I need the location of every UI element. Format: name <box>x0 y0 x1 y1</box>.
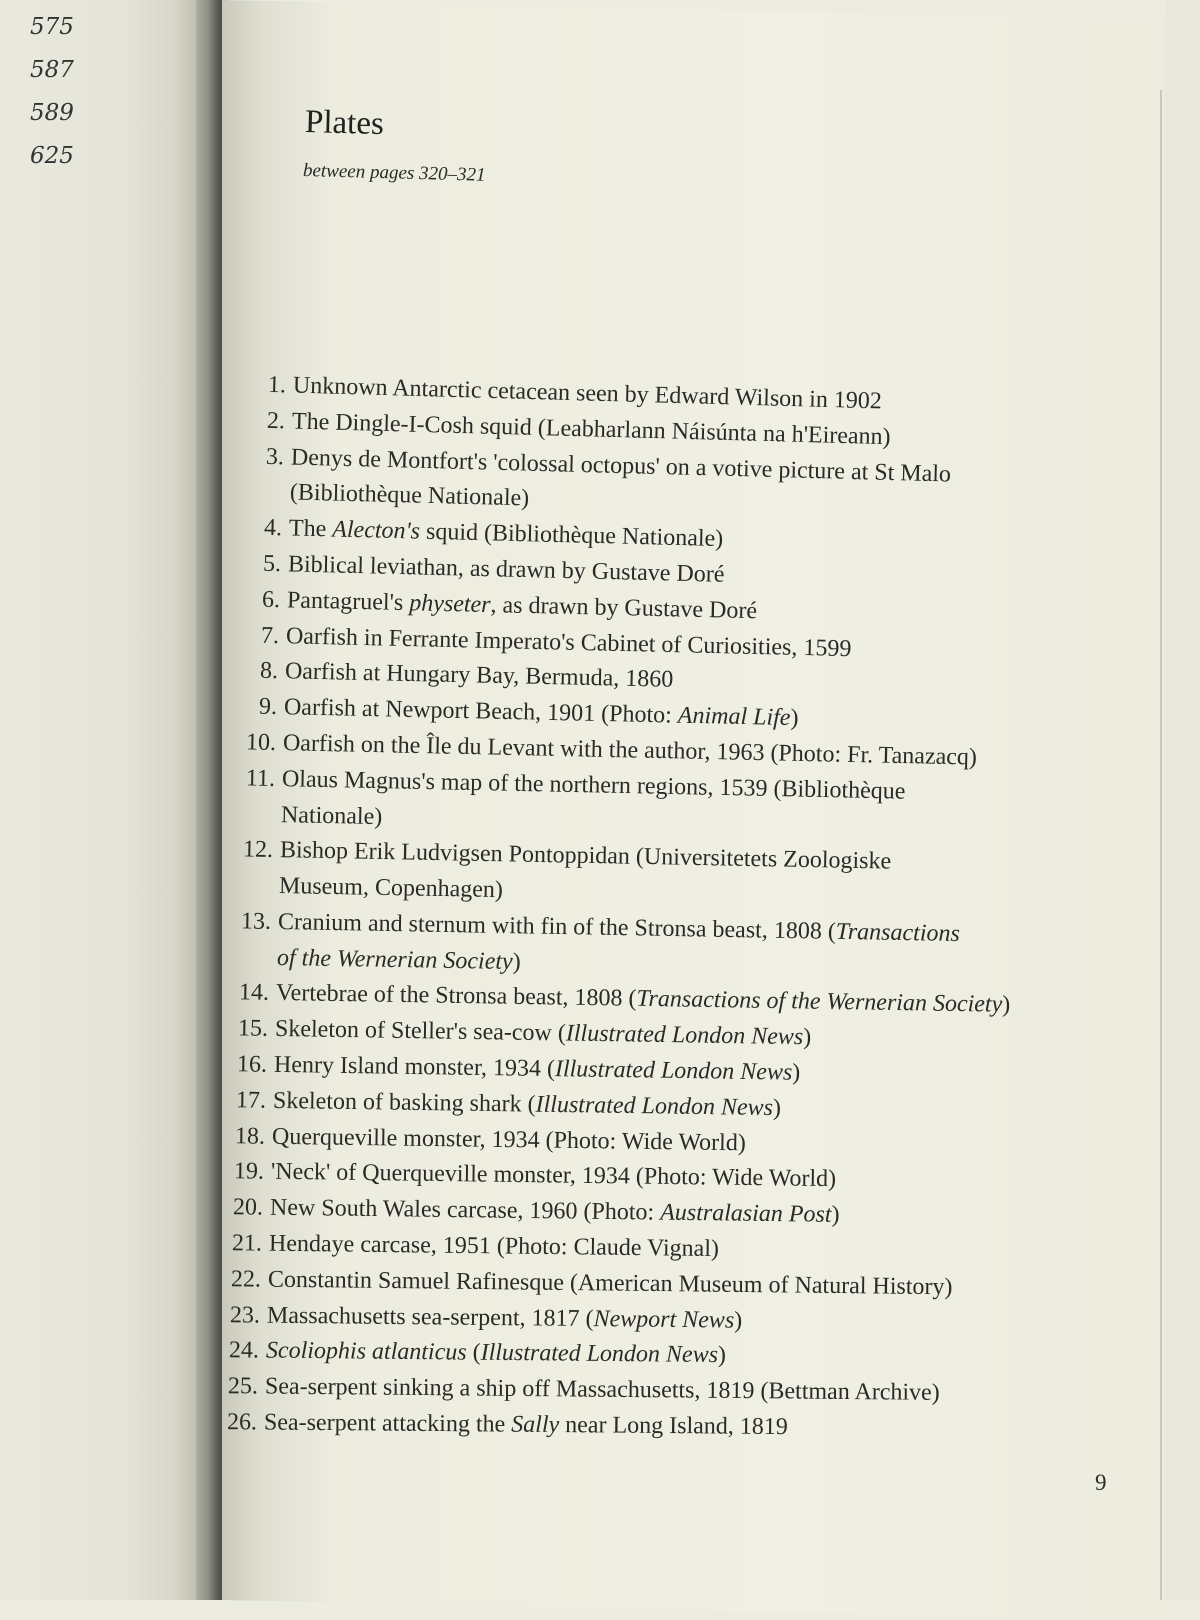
plate-caption-text: Skeleton of basking shark ( <box>272 1087 536 1118</box>
plate-line <box>231 549 725 589</box>
plate-number <box>224 821 274 822</box>
plate-line <box>222 871 503 904</box>
plate-caption-text: ) <box>772 1094 782 1122</box>
plate-number: 8. <box>259 658 279 685</box>
plate-caption-italic: Transactions of the Wernerian Society <box>636 986 1003 1019</box>
plate-number: 9. <box>258 693 278 721</box>
plate-caption-text: , as drawn by Gustave Doré <box>490 591 758 624</box>
plate-line <box>212 1229 719 1263</box>
plate-caption-text: squid (Bibliothèque Nationale) <box>419 518 724 553</box>
plate-caption-italic: Scoliophis atlanticus <box>265 1337 467 1366</box>
plate-caption-text: Museum, Copenhagen) <box>278 873 504 904</box>
page-title: Plates <box>304 104 385 143</box>
plate-caption-text: Oarfish in Ferrante Imperato's Cabinet of Curiosities, 1599 <box>285 622 852 662</box>
plate-line <box>224 800 383 831</box>
plate-line <box>214 1157 836 1193</box>
plate-caption-text: Biblical leviathan, as drawn by Gustave Doré <box>287 551 725 588</box>
plate-line <box>220 943 521 976</box>
previous-page-number: 625 <box>30 143 74 169</box>
plate-line <box>208 1372 940 1407</box>
plate-caption-text: ) <box>792 1059 801 1086</box>
plate-caption-text: Vertebrae of the Stronsa beast, 1808 ( <box>275 980 637 1013</box>
plate-number: 20. <box>232 1194 264 1221</box>
plate-number: 2. <box>266 407 286 435</box>
plate-number: 14. <box>238 979 270 1007</box>
plate-line <box>207 1408 788 1441</box>
plate-number <box>233 498 283 499</box>
plate-line <box>233 477 530 512</box>
plate-caption-text: ) <box>802 1024 812 1051</box>
plate-caption-italic: Australasian Post <box>660 1199 832 1229</box>
plate-caption-text: The <box>288 515 333 543</box>
plate-number: 7. <box>260 622 280 649</box>
plate-number: 5. <box>262 550 282 578</box>
plate-number: 26. <box>226 1409 258 1436</box>
plate-caption-text: Olaus Magnus's map of the northern regions, 1539 (Bibliothèque <box>281 765 906 805</box>
plate-number: 15. <box>237 1015 269 1043</box>
plate-caption-text: ) <box>717 1342 727 1369</box>
plate-number: 23. <box>229 1301 261 1329</box>
plate-caption-italic: Alecton's <box>331 516 421 545</box>
plate-caption-italic: Illustrated London News <box>565 1020 804 1051</box>
plate-number: 18. <box>234 1122 266 1150</box>
plate-caption-text: Unknown Antarctic cetacean seen by Edward Wilson in 1902 <box>292 372 883 415</box>
plate-caption-italic: Animal Life <box>677 702 791 732</box>
plate-number: 11. <box>245 765 276 792</box>
plate-line <box>223 835 892 876</box>
plate-number: 19. <box>233 1158 265 1186</box>
page-subtitle: between pages 320–321 <box>302 160 486 186</box>
plate-caption-text: ) <box>831 1202 840 1229</box>
plate-line <box>226 728 977 772</box>
plate-line <box>228 656 674 694</box>
plate-caption-text: ( <box>466 1339 481 1367</box>
plate-line <box>213 1193 840 1229</box>
plate-number: 24. <box>228 1337 260 1364</box>
plate-number: 6. <box>261 586 281 613</box>
plate-caption-text: Pantagruel's <box>286 587 410 616</box>
plate-number: 3. <box>265 443 285 470</box>
plate-caption-italic: Illustrated London News <box>480 1340 719 1369</box>
plate-line <box>215 1122 746 1157</box>
plate-number: 10. <box>245 729 277 756</box>
plate-number: 4. <box>263 514 283 542</box>
plate-caption-text: Cranium and sternum with fin of the Stronsa beast, 1808 ( <box>277 908 837 945</box>
plate-caption-italic: Newport News <box>593 1305 735 1334</box>
plate-number: 1. <box>267 371 287 399</box>
plate-line <box>209 1336 726 1369</box>
plate-caption-text: Hendaye carcase, 1951 (Photo: Claude Vignal) <box>268 1230 720 1263</box>
plate-caption-italic: Transactions <box>835 918 961 947</box>
plate-line <box>216 1086 781 1122</box>
plate-line <box>221 907 960 948</box>
plate-caption-italic: of the Wernerian Society <box>276 944 513 975</box>
plate-caption-text: ) <box>734 1307 743 1334</box>
plate-line <box>232 513 724 553</box>
plate-caption-text: Oarfish at Hungary Bay, Bermuda, 1860 <box>284 658 674 694</box>
plate-number: 25. <box>227 1373 259 1400</box>
plate-number <box>220 964 270 965</box>
plate-number: 17. <box>235 1087 267 1114</box>
plate-number <box>222 892 272 893</box>
plate-line <box>218 1014 812 1051</box>
plate-caption-text: Bishop Erik Ludvigsen Pontoppidan (Universitetets Zoologiske <box>279 837 892 875</box>
plate-line <box>211 1265 953 1301</box>
plate-number: 13. <box>240 908 272 935</box>
plate-number: 16. <box>236 1051 268 1078</box>
plate-caption-text: ) <box>1002 992 1011 1019</box>
plate-number: 22. <box>230 1266 262 1293</box>
plate-caption-text: Constantin Samuel Rafinesque (American Museum of Natural History) <box>267 1266 953 1301</box>
plate-line <box>210 1301 743 1335</box>
plate-caption-text: Sea-serpent attacking the <box>263 1409 512 1438</box>
plate-caption-text: near Long Island, 1819 <box>559 1412 788 1441</box>
plate-line <box>217 1050 801 1087</box>
plate-caption-italic: Illustrated London News <box>554 1056 793 1086</box>
plate-line <box>229 621 852 663</box>
plate-line <box>230 585 758 625</box>
plate-caption-italic: Illustrated London News <box>535 1091 774 1121</box>
previous-page-number: 589 <box>30 100 74 126</box>
plate-line <box>227 692 799 732</box>
plate-caption-text: Sea-serpent sinking a ship off Massachusetts, 1819 (Bettman Archive) <box>264 1373 940 1407</box>
plate-caption-text: (Bibliothèque Nationale) <box>289 479 530 512</box>
plate-line <box>225 764 906 806</box>
previous-page-number: 575 <box>30 14 74 40</box>
plate-caption-text: Skeleton of Steller's sea-cow ( <box>274 1016 567 1047</box>
plate-number: 12. <box>242 836 274 864</box>
plate-caption-text: Querqueville monster, 1934 (Photo: Wide World) <box>271 1123 746 1156</box>
plate-number: 21. <box>231 1230 263 1257</box>
plate-caption-italic: Sally <box>511 1411 560 1439</box>
plate-caption-text: The Dingle-I-Cosh squid (Leabharlann Náisúnta na h'Eireann) <box>291 408 891 451</box>
page-number: 9 <box>1095 1470 1107 1495</box>
plate-caption-italic: physeter <box>408 589 491 618</box>
plate-caption-text: Massachusetts sea-serpent, 1817 ( <box>266 1302 594 1332</box>
plate-caption-text: Oarfish at Newport Beach, 1901 (Photo: <box>283 694 679 729</box>
plate-caption-text: ) <box>512 948 521 975</box>
plate-caption-text: ) <box>790 705 799 732</box>
plate-caption-text: Henry Island monster, 1934 ( <box>273 1051 556 1083</box>
plate-caption-text: Denys de Montfort's 'colossal octopus' on a votive picture at St Malo <box>290 444 952 488</box>
plate-caption-text: Oarfish on the Île du Levant with the author, 1963 (Photo: Fr. Tanazacq) <box>282 730 978 771</box>
plate-caption-text: 'Neck' of Querqueville monster, 1934 (Photo: Wide World) <box>270 1159 837 1193</box>
plate-caption-text: Nationale) <box>280 801 383 830</box>
plate-caption-text: New South Wales carcase, 1960 (Photo: <box>269 1194 661 1226</box>
plate-line <box>219 978 1011 1019</box>
previous-page-number: 587 <box>30 57 74 83</box>
